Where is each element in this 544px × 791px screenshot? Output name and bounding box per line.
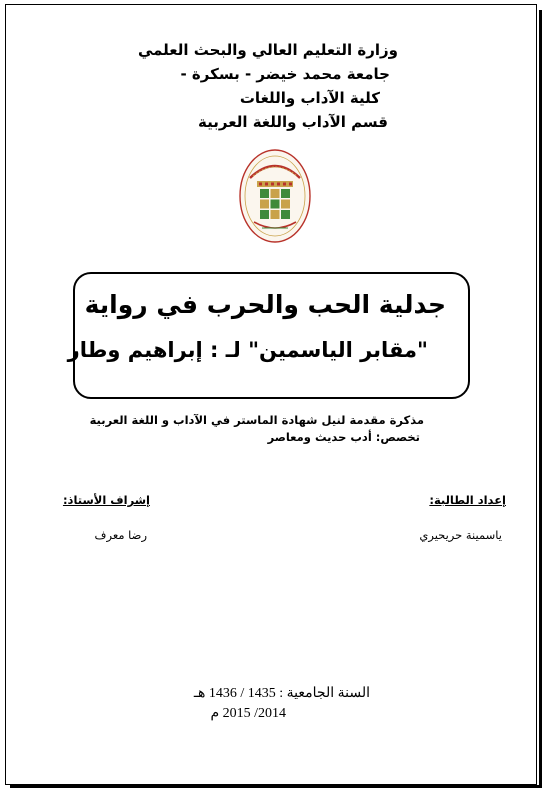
memo-specialty: تخصص: أدب حديث ومعاصر bbox=[267, 430, 420, 444]
thesis-title-line-1: جدلية الحب والحرب في رواية bbox=[84, 290, 446, 319]
department-name: قسم الآداب واللغة العربية bbox=[198, 113, 388, 131]
university-name: جامعة محمد خيضر - بسكرة - bbox=[180, 65, 390, 83]
supervisor-name: رضا معرف bbox=[94, 528, 147, 542]
academic-year-hijri: السنة الجامعية : 1435 / 1436 هـ bbox=[193, 686, 370, 701]
memo-purpose: مذكرة مقدمة لنيل شهادة الماستر في الآداب و اللغة العربية bbox=[89, 413, 424, 427]
institution-header bbox=[128, 38, 398, 134]
thesis-title-box bbox=[67, 272, 470, 399]
ministry-name: وزارة التعليم العالي والبحث العلمي bbox=[137, 41, 398, 59]
thesis-title-line-2: "مقابر الياسمين" لـ : إبراهيم وطار bbox=[67, 338, 428, 362]
academic-year bbox=[194, 684, 370, 724]
student-name: ياسمينة حريحيري bbox=[419, 528, 502, 542]
university-seal-icon bbox=[238, 148, 312, 244]
faculty-name: كلية الآداب واللغات bbox=[239, 89, 380, 107]
supervisor-label: إشراف الأستاذ: bbox=[62, 493, 150, 507]
memo-description bbox=[90, 412, 424, 446]
academic-year-gregorian: 2014/ 2015 م bbox=[210, 706, 286, 721]
student-label: إعداد الطالبة: bbox=[429, 493, 506, 507]
